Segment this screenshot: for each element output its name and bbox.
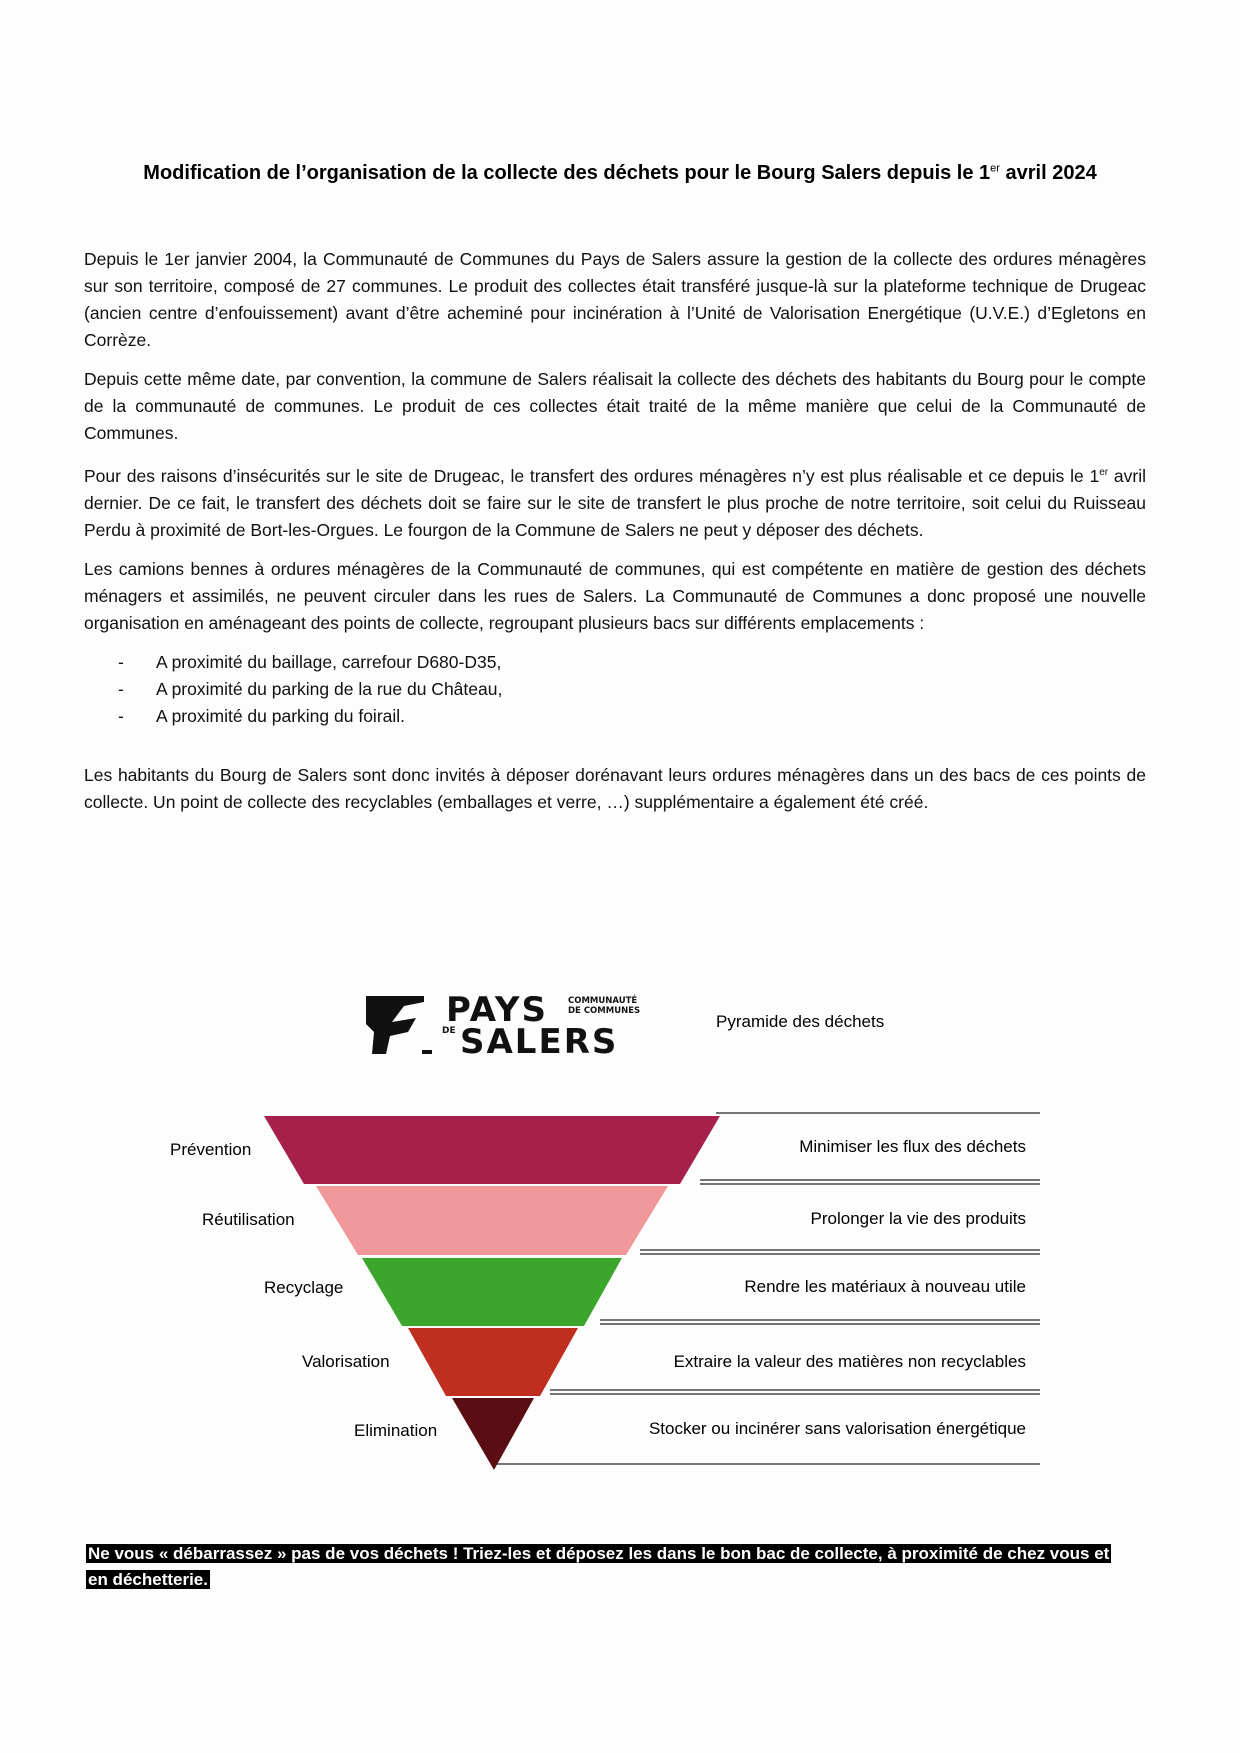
logo-word-salers: SALERS [460, 1022, 619, 1062]
level-name-prevention: Prévention [170, 1140, 252, 1159]
level-desc-valorisation: Extraire la valeur des matières non recyclables [673, 1352, 1026, 1371]
level-desc-recyclage: Rendre les matériaux à nouveau utile [744, 1277, 1026, 1296]
logo-de: DE [442, 1026, 456, 1036]
level-name-recyclage: Recyclage [264, 1278, 344, 1297]
list-item: - A proximité du parking de la rue du Château, [84, 676, 1146, 703]
paragraph-1: Depuis le 1er janvier 2004, la Communauté de Communes du Pays de Salers assure la gestion de la collecte des ordures ménagères sur son territoire, composé de 27 communes. Le produit des collectes était transféré jusque-là sur la plateforme technique de Drugeac (ancien centre d’enfouissement) avant d’être acheminé pour incinération à l’Unité de Valorisation Energétique (U.V.E.) d’Egletons en Corrèze. [84, 249, 1146, 350]
level-name-elimination: Elimination [354, 1421, 438, 1440]
list-item: - A proximité du parking du foirail. [84, 703, 1146, 730]
pyramid-level-valorisation [408, 1328, 578, 1396]
paragraph-5: Les habitants du Bourg de Salers sont donc invités à déposer dorénavant leurs ordures ménagères dans un des bacs de ces points de collecte. Un point de collecte des recyclables (emballages et verre, …) supplémentaire a également été créé. [84, 764, 1146, 812]
pyramid-level-prevention [264, 1116, 720, 1184]
closing-banner: Ne vous « débarrassez » pas de vos déchets ! Triez-les et déposez les dans le bon bac de collecte, à proximité de chez vous et en déchetterie. [88, 1544, 1110, 1589]
pyramid-level-elimination [452, 1398, 534, 1470]
logo-word-pays: PAYS [446, 990, 548, 1030]
paragraph-3: Pour des raisons d’insécurités sur le site de Drugeac, le transfert des ordures ménagères n’y est plus réalisable et ce depuis le 1er avril dernier. De ce fait, le transfert des déchets doit se faire sur le site de transfert le plus proche de notre territoire, soit celui du Ruisseau Perdu à proximité de Bort-les-Orgues. Le fourgon de la Commune de Salers ne peut y déposer des déchets. [84, 465, 1146, 540]
level-name-valorisation: Valorisation [302, 1352, 390, 1371]
document-title: Modification de l’organisation de la collecte des déchets pour le Bourg Salers depuis le 1er avril 2024 [143, 162, 1097, 184]
logo-small-2: DE COMMUNES [568, 1006, 641, 1016]
level-desc-reutilisation: Prolonger la vie des produits [810, 1209, 1026, 1228]
list-item: - A proximité du baillage, carrefour D680-D35, [84, 649, 1146, 676]
pyramid-level-reutilisation [316, 1186, 668, 1255]
level-desc-elimination: Stocker ou incinérer sans valorisation énergétique [648, 1419, 1026, 1438]
paragraph-4: Les camions bennes à ordures ménagères de la Communauté de communes, qui est compétente en matière de gestion des déchets ménagers et assimilés, ne peuvent circuler dans les rues de Salers. La Communauté de Communes a donc proposé une nouvelle organisation en aménageant des points de collecte, regroupant plusieurs bacs sur différents emplacements : [84, 558, 1146, 633]
level-desc-prevention: Minimiser les flux des déchets [799, 1137, 1026, 1156]
pyramid-title: Pyramide des déchets [716, 1012, 885, 1031]
logo-small-1: COMMUNAUTÉ [568, 996, 638, 1006]
level-name-reutilisation: Réutilisation [202, 1210, 295, 1229]
paragraph-2: Depuis cette même date, par convention, la commune de Salers réalisait la collecte des déchets des habitants du Bourg pour le compte de la communauté de communes. Le produit de ces collectes était traité de la même manière que celui de la Communauté de Communes. [84, 369, 1146, 443]
pyramid-level-recyclage [362, 1258, 622, 1326]
